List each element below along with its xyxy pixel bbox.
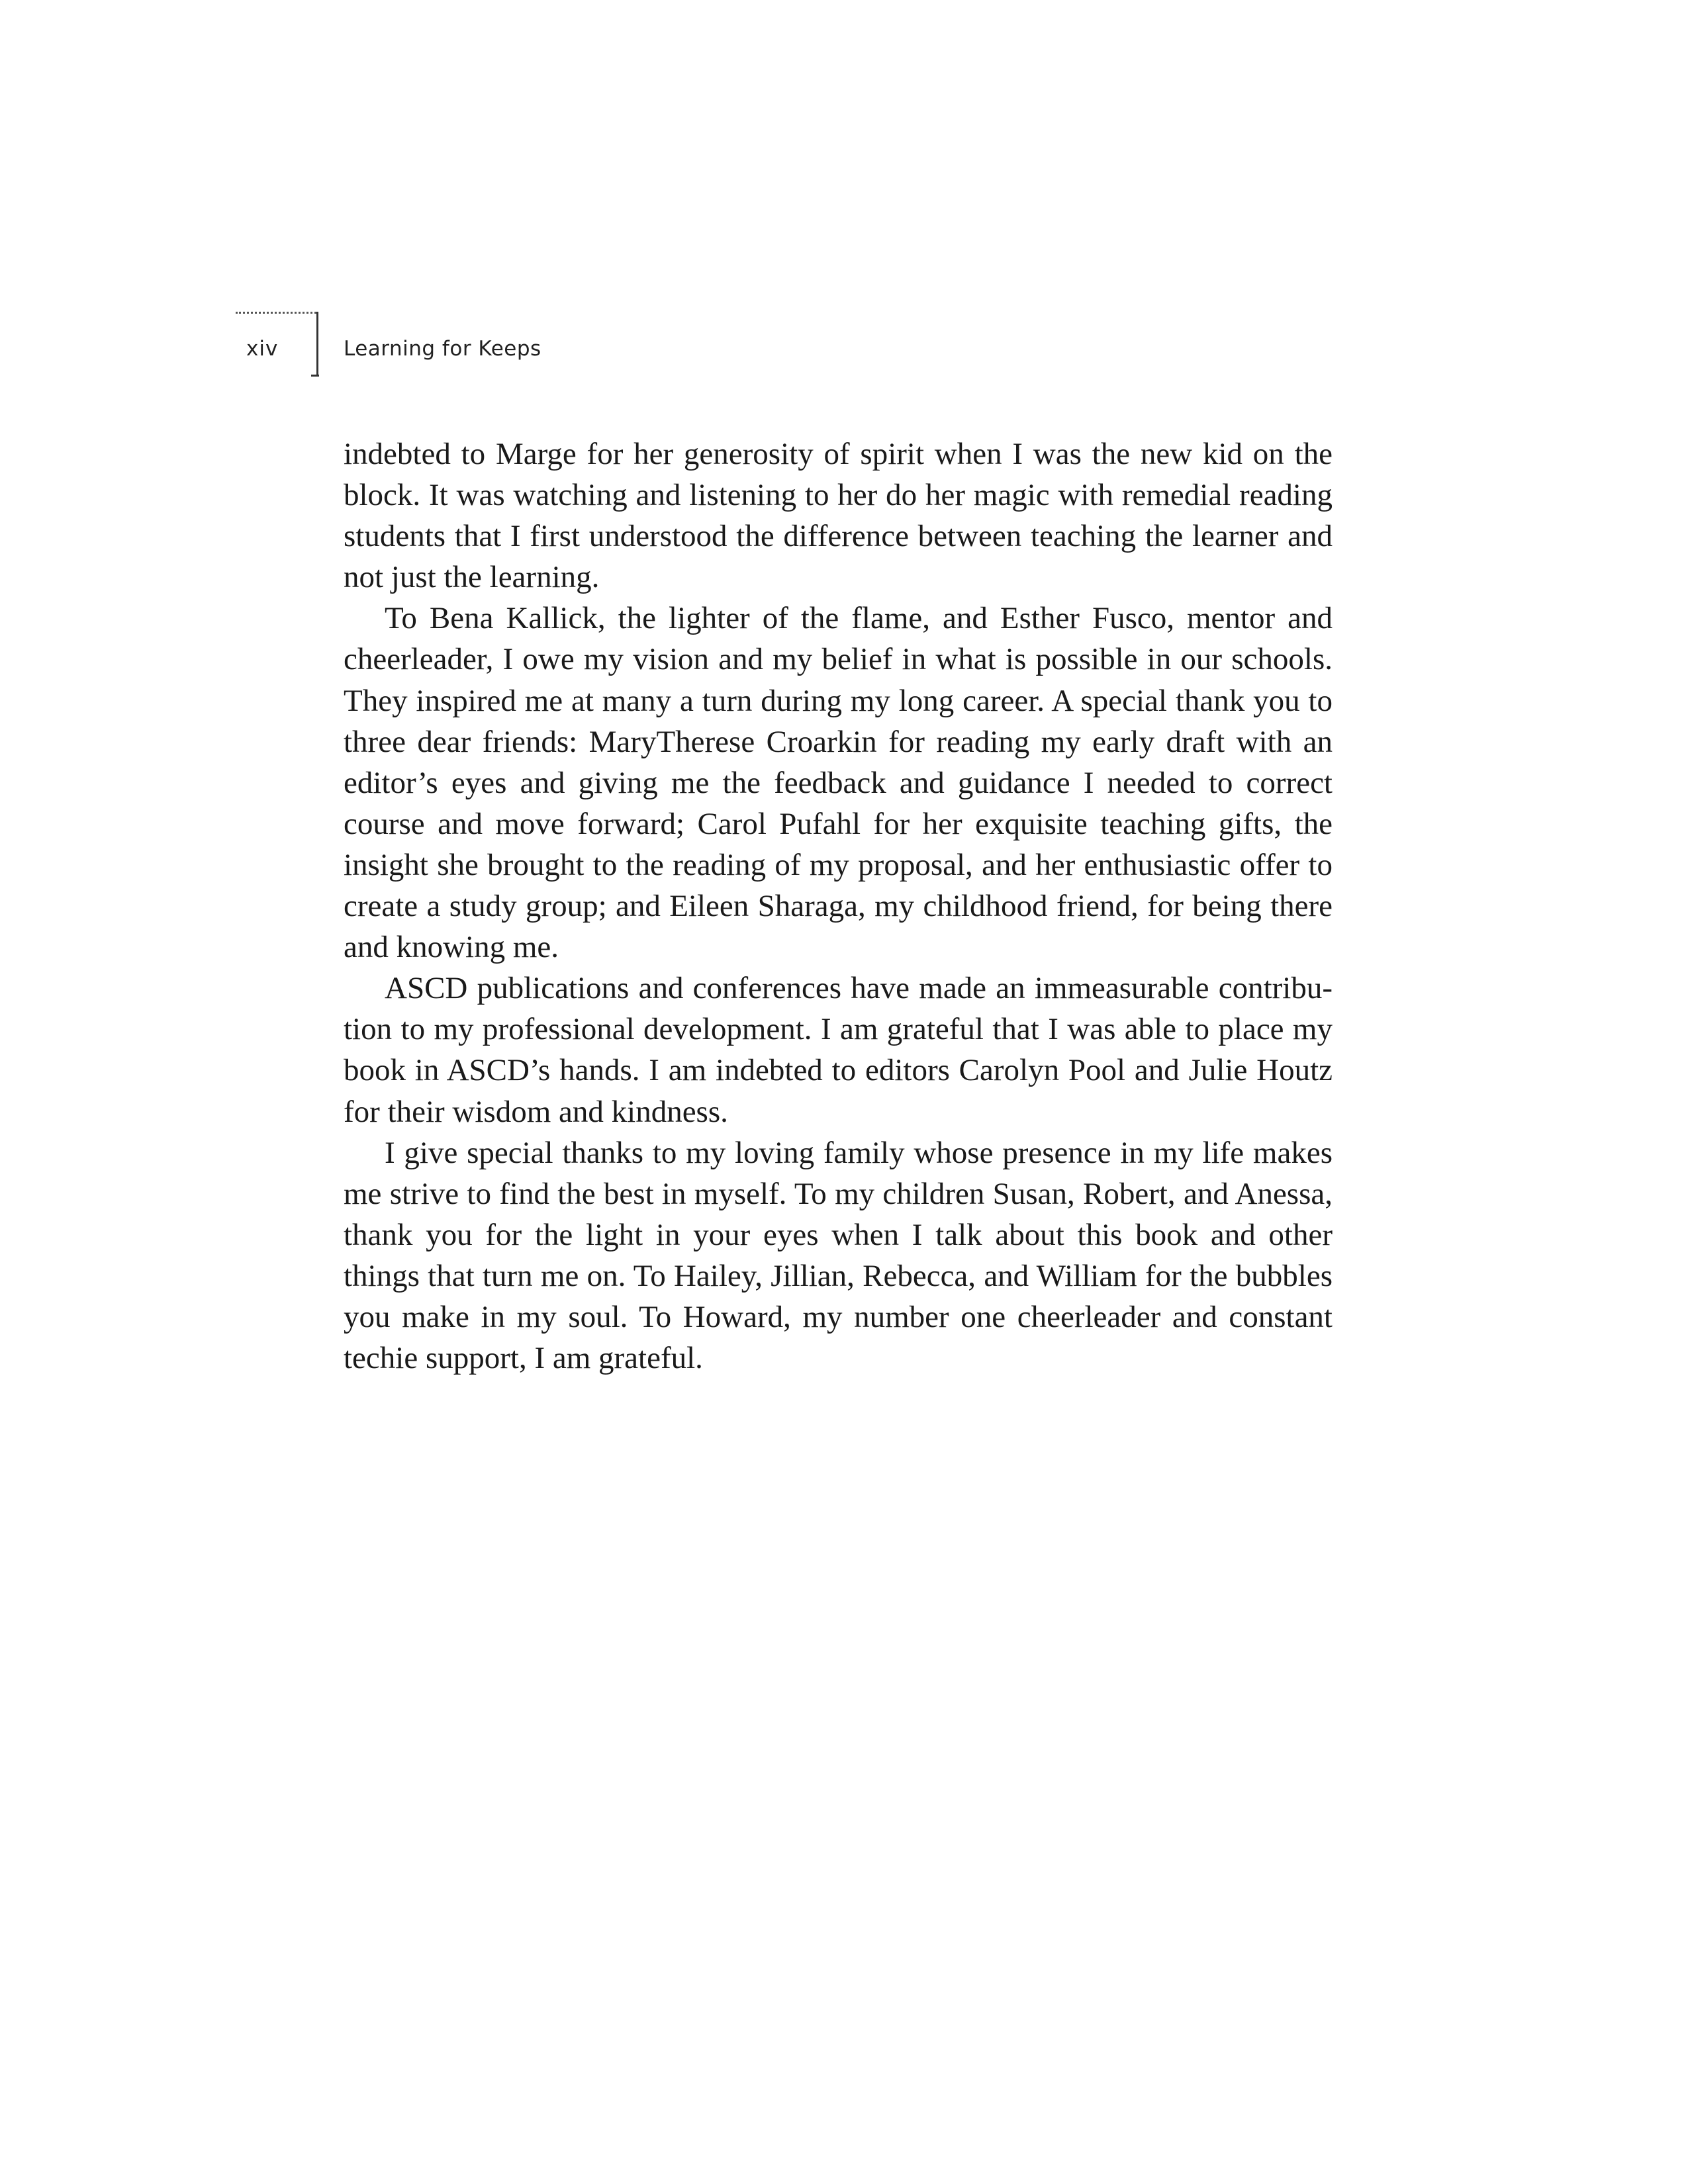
page-number: xiv <box>246 337 279 361</box>
header-rule-foot <box>311 375 319 377</box>
running-head: Learning for Keeps <box>344 337 541 361</box>
paragraph: ASCD publications and conferences have made an immeasurable contribution to my professional development. I am grateful that I was able to place my book in ASCD’s hands. I am indebted to editors Carolyn Pool and Julie Houtz for their wisdom and kindness. <box>344 971 1333 1129</box>
paragraph: indebted to Marge for her generosity of spirit when I was the new kid on the block. It was watching and listening to her do her magic with remedial reading students that I first understood the difference between teaching the learner and not just the learning. <box>344 437 1333 595</box>
header-dotted-rule <box>236 312 316 314</box>
header-vertical-rule <box>316 312 318 377</box>
paragraph: To Bena Kallick, the lighter of the flame, and Esther Fusco, mentor and cheerleader, I owe my vision and my belief in what is possible in our schools. They inspired me at many a turn during my long career. A special thank you to three dear friends: MaryTherese Croarkin for reading my early draft with an editor’s eyes and giving me the feedback and guidance I needed to correct course and move forward; Carol Pufahl for her exquisite teaching gifts, the insight she brought to the reading of my proposal, and her enthusiastic offer to create a study group; and Eileen Sharaga, my childhood friend, for being there and knowing me. <box>344 601 1333 965</box>
body-text <box>344 433 1333 1379</box>
paragraph: I give special thanks to my loving family whose presence in my life makes me strive to find the best in myself. To my children Susan, Robert, and Anessa, thank you for the light in your eyes when I talk about this book and other things that turn me on. To Hailey, Jillian, Rebecca, and William for the bubbles you make in my soul. To Howard, my number one cheerleader and constant techie support, I am grateful. <box>344 1135 1333 1376</box>
